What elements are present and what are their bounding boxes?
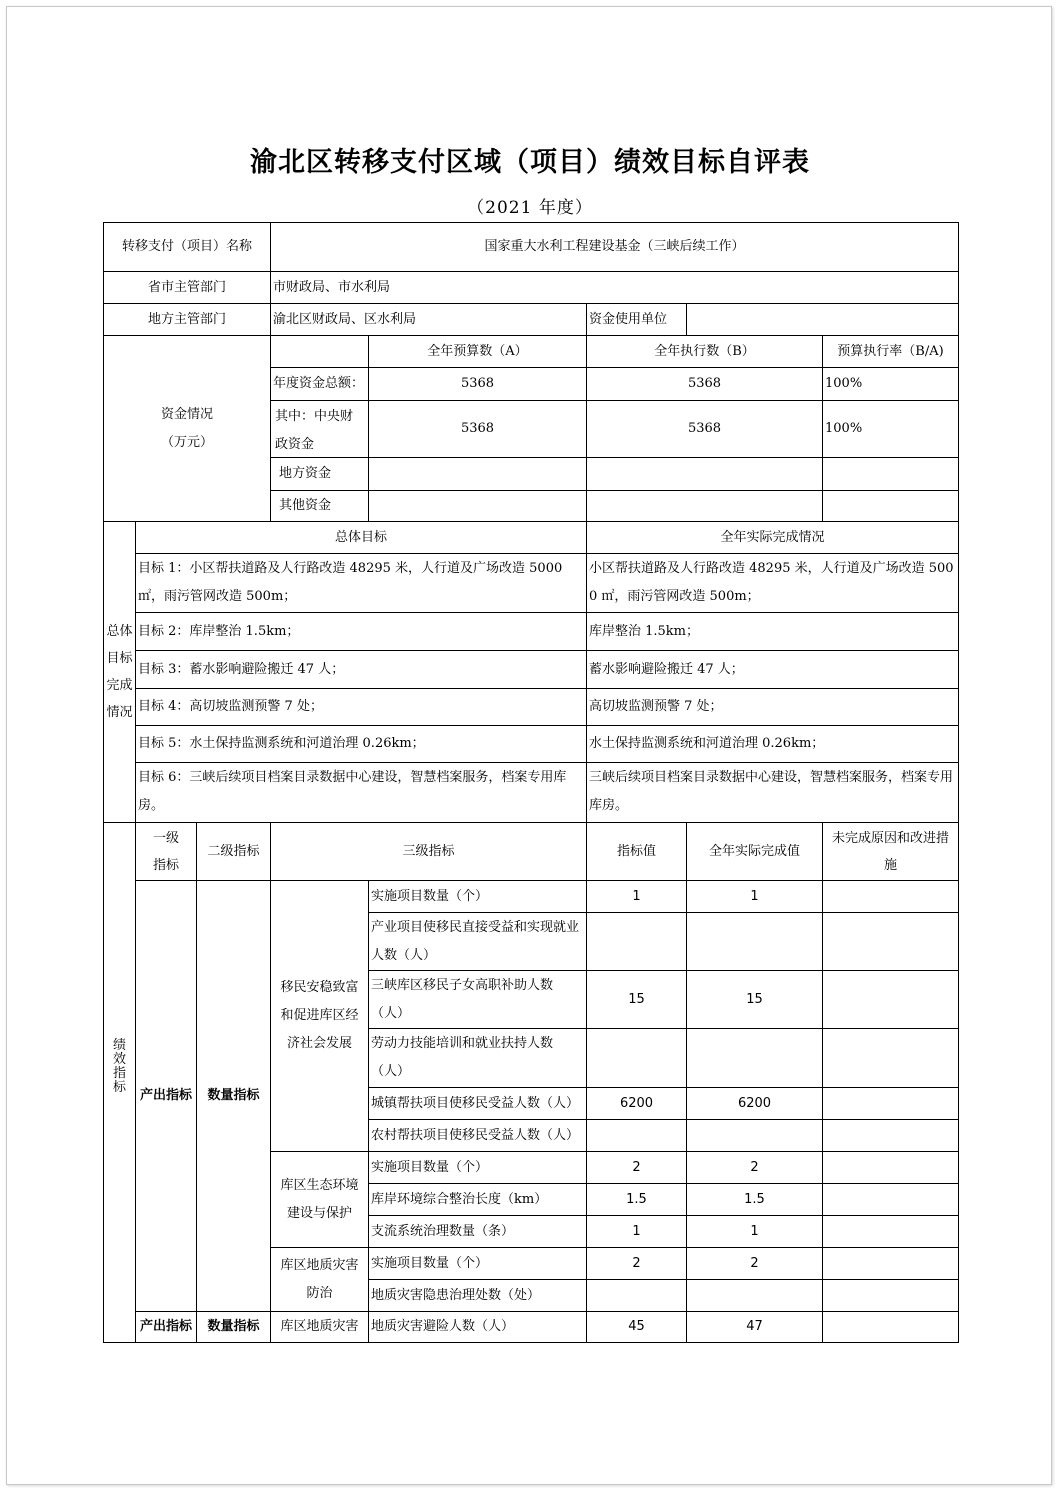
perf-row-reason: [823, 971, 958, 1028]
funds-col-budget: 全年预算数（A）: [427, 343, 528, 359]
goal-text: 目标 2：库岸整治 1.5km；: [138, 623, 300, 639]
goal-text: 目标 1：小区帮扶道路及人行路改造 48295 米，人行道及广场改造 5000㎡，雨污管网改造 500m；: [138, 561, 563, 604]
perf-row-reason: [823, 1248, 958, 1279]
perf-row-name: 实施项目数量（个）: [371, 1159, 489, 1175]
perf-row-reason: [823, 1184, 958, 1215]
perf-row-actual: 2: [750, 1159, 759, 1175]
perf-group-geo-hazard-cont: 库区地质灾害: [280, 1319, 359, 1334]
perf-row-target: [587, 1280, 686, 1311]
goal-text: 目标 6：三峡后续项目档案目录数据中心建设，智慧档案服务，档案专用库房。: [138, 770, 567, 813]
goals-side-label: 总体目标完成情况: [106, 624, 133, 720]
perf-level1-output: 产出指标: [139, 1088, 192, 1103]
perf-row-reason: [823, 1029, 958, 1087]
table-rule: [958, 335, 959, 521]
project-name-label: 转移支付（项目）名称: [121, 239, 252, 254]
perf-row-name: 实施项目数量（个）: [371, 1255, 489, 1271]
fund-user-unit-value: [687, 304, 958, 335]
perf-row-target: 1: [632, 1223, 641, 1239]
perf-row-name: 农村帮扶项目使移民受益人数（人）: [371, 1127, 580, 1143]
perf-level2-quantity: 数量指标: [207, 1088, 260, 1103]
perf-row-actual: 47: [746, 1319, 763, 1334]
table-rule: [103, 1342, 959, 1343]
perf-row-reason: [823, 1088, 958, 1119]
perf-row-target: 45: [628, 1319, 645, 1334]
funds-row-rate: [823, 491, 958, 521]
perf-col-target: 指标值: [616, 843, 656, 859]
funds-row-label: 其中：中央财政资金: [275, 409, 354, 452]
perf-row-actual: [687, 1029, 822, 1087]
funds-row-label: 其他资金: [279, 498, 332, 513]
perf-row-name: 劳动力技能培训和就业扶持人数（人）: [371, 1036, 554, 1079]
perf-row-target: 1.5: [626, 1191, 647, 1207]
perf-row-reason: [823, 1280, 958, 1311]
funds-col-executed: 全年执行数（B）: [654, 343, 755, 359]
perf-row-name: 支流系统治理数量（条）: [371, 1223, 515, 1239]
goal-actual-text: 三峡后续项目档案目录数据中心建设，智慧档案服务，档案专用库房。: [589, 770, 954, 813]
perf-row-target: [587, 913, 686, 970]
perf-col-reason: 未完成原因和改进措施: [831, 830, 949, 873]
perf-row-actual: [687, 1280, 822, 1311]
document-title: 渝北区转移支付区域（项目）绩效目标自评表: [250, 147, 810, 178]
perf-row-target: [587, 1120, 686, 1151]
perf-row-name: 产业项目使移民直接受益和实现就业人数（人）: [371, 920, 580, 963]
perf-row-reason: [823, 1120, 958, 1151]
funds-label-line2: （万元）: [160, 434, 213, 450]
perf-row-name: 城镇帮扶项目使移民受益人数（人）: [371, 1095, 580, 1111]
funds-row-budget: [369, 491, 586, 521]
funds-label: [104, 336, 270, 521]
perf-row-target: 2: [632, 1159, 641, 1175]
local-dept-value: 渝北区财政局、区水利局: [273, 311, 417, 327]
perf-col-level2: 二级指标: [207, 843, 260, 859]
perf-row-target: 15: [628, 991, 645, 1007]
perf-row-name: 库岸环境综合整治长度（km）: [371, 1191, 548, 1207]
perf-row-name: 地质灾害隐患治理处数（处）: [371, 1287, 541, 1303]
table-rule: [958, 222, 959, 336]
funds-row-rate: [823, 458, 958, 490]
perf-group-ecology: 库区生态环境建设与保护: [280, 1177, 359, 1221]
perf-row-name: 地质灾害避险人数（人）: [371, 1319, 515, 1334]
goal-text: 目标 4：高切坡监测预警 7 处；: [138, 699, 323, 714]
perf-row-actual: 6200: [737, 1095, 772, 1111]
funds-row-executed: [587, 491, 822, 521]
perf-col-level1: 一级指标: [152, 830, 179, 873]
perf-row-actual: 15: [746, 991, 763, 1007]
perf-row-target: 6200: [619, 1095, 654, 1111]
perf-side-label: 绩效指标: [112, 1038, 126, 1095]
perf-row-reason: [823, 1152, 958, 1183]
funds-row-rate: 100%: [825, 376, 863, 391]
perf-row-reason: [823, 1312, 958, 1342]
perf-row-actual: 1.5: [744, 1191, 765, 1207]
goal-actual-text: 水土保持监测系统和河道治理 0.26km；: [589, 736, 825, 751]
funds-row-budget: [369, 458, 586, 490]
funds-row-executed: 5368: [687, 376, 722, 391]
perf-row-name: 实施项目数量（个）: [371, 888, 489, 904]
perf-row-reason: [823, 881, 958, 912]
table-rule: [958, 521, 959, 822]
perf-group-geo-hazard: 库区地质灾害防治: [280, 1257, 359, 1301]
funds-row-executed: 5368: [687, 421, 722, 436]
goal-text: 目标 5：水土保持监测系统和河道治理 0.26km；: [138, 736, 425, 751]
document-year: （2021 年度）: [467, 198, 593, 218]
perf-row-target: 1: [632, 888, 641, 904]
local-dept-label: 地方主管部门: [147, 311, 226, 327]
goals-col-actual: 全年实际完成情况: [720, 529, 825, 545]
goals-col-goal: 总体目标: [334, 529, 387, 545]
goal-actual-text: 库岸整治 1.5km；: [589, 623, 700, 639]
perf-col-actual: 全年实际完成值: [708, 843, 800, 859]
funds-row-label: 年度资金总额：: [273, 376, 365, 391]
perf-row-name: 三峡库区移民子女高职补助人数（人）: [371, 978, 554, 1021]
perf-row-reason: [823, 913, 958, 970]
funds-row-rate: 100%: [825, 421, 863, 436]
perf-row-reason: [823, 1216, 958, 1247]
funds-row-label: 地方资金: [279, 466, 332, 481]
perf-level1-output: 产出指标: [139, 1319, 192, 1334]
perf-row-actual: 1: [750, 1223, 759, 1239]
perf-row-actual: 2: [750, 1255, 759, 1271]
provincial-dept-label: 省市主管部门: [147, 279, 226, 295]
perf-level2-quantity: 数量指标: [207, 1319, 260, 1334]
perf-row-actual: [687, 1120, 822, 1151]
funds-row-executed: [587, 458, 822, 490]
goal-text: 目标 3：蓄水影响避险搬迁 47 人；: [138, 661, 345, 677]
funds-label-line1: 资金情况: [160, 406, 213, 422]
funds-col-rate: 预算执行率（B/A): [837, 343, 944, 359]
perf-group-migrant-development: 移民安稳致富和促进库区经济社会发展: [280, 980, 359, 1051]
perf-col-level3: 三级指标: [402, 843, 455, 859]
perf-row-target: [587, 1029, 686, 1087]
provincial-dept-value: 市财政局、市水利局: [273, 279, 391, 295]
perf-row-actual: [687, 913, 822, 970]
goal-actual-text: 高切坡监测预警 7 处；: [589, 699, 723, 714]
perf-row-target: 2: [632, 1255, 641, 1271]
table-rule: [958, 822, 959, 1342]
fund-user-unit-label: 资金使用单位: [589, 311, 668, 327]
funds-row-budget: 5368: [460, 376, 495, 391]
project-name-value: 国家重大水利工程建设基金（三峡后续工作）: [484, 239, 745, 254]
funds-row-budget: 5368: [460, 421, 495, 436]
goal-actual-text: 蓄水影响避险搬迁 47 人；: [589, 661, 744, 677]
perf-row-actual: 1: [750, 888, 759, 904]
goal-actual-text: 小区帮扶道路及人行路改造 48295 米，人行道及广场改造 5000 ㎡，雨污管网改造 500m；: [589, 561, 954, 604]
